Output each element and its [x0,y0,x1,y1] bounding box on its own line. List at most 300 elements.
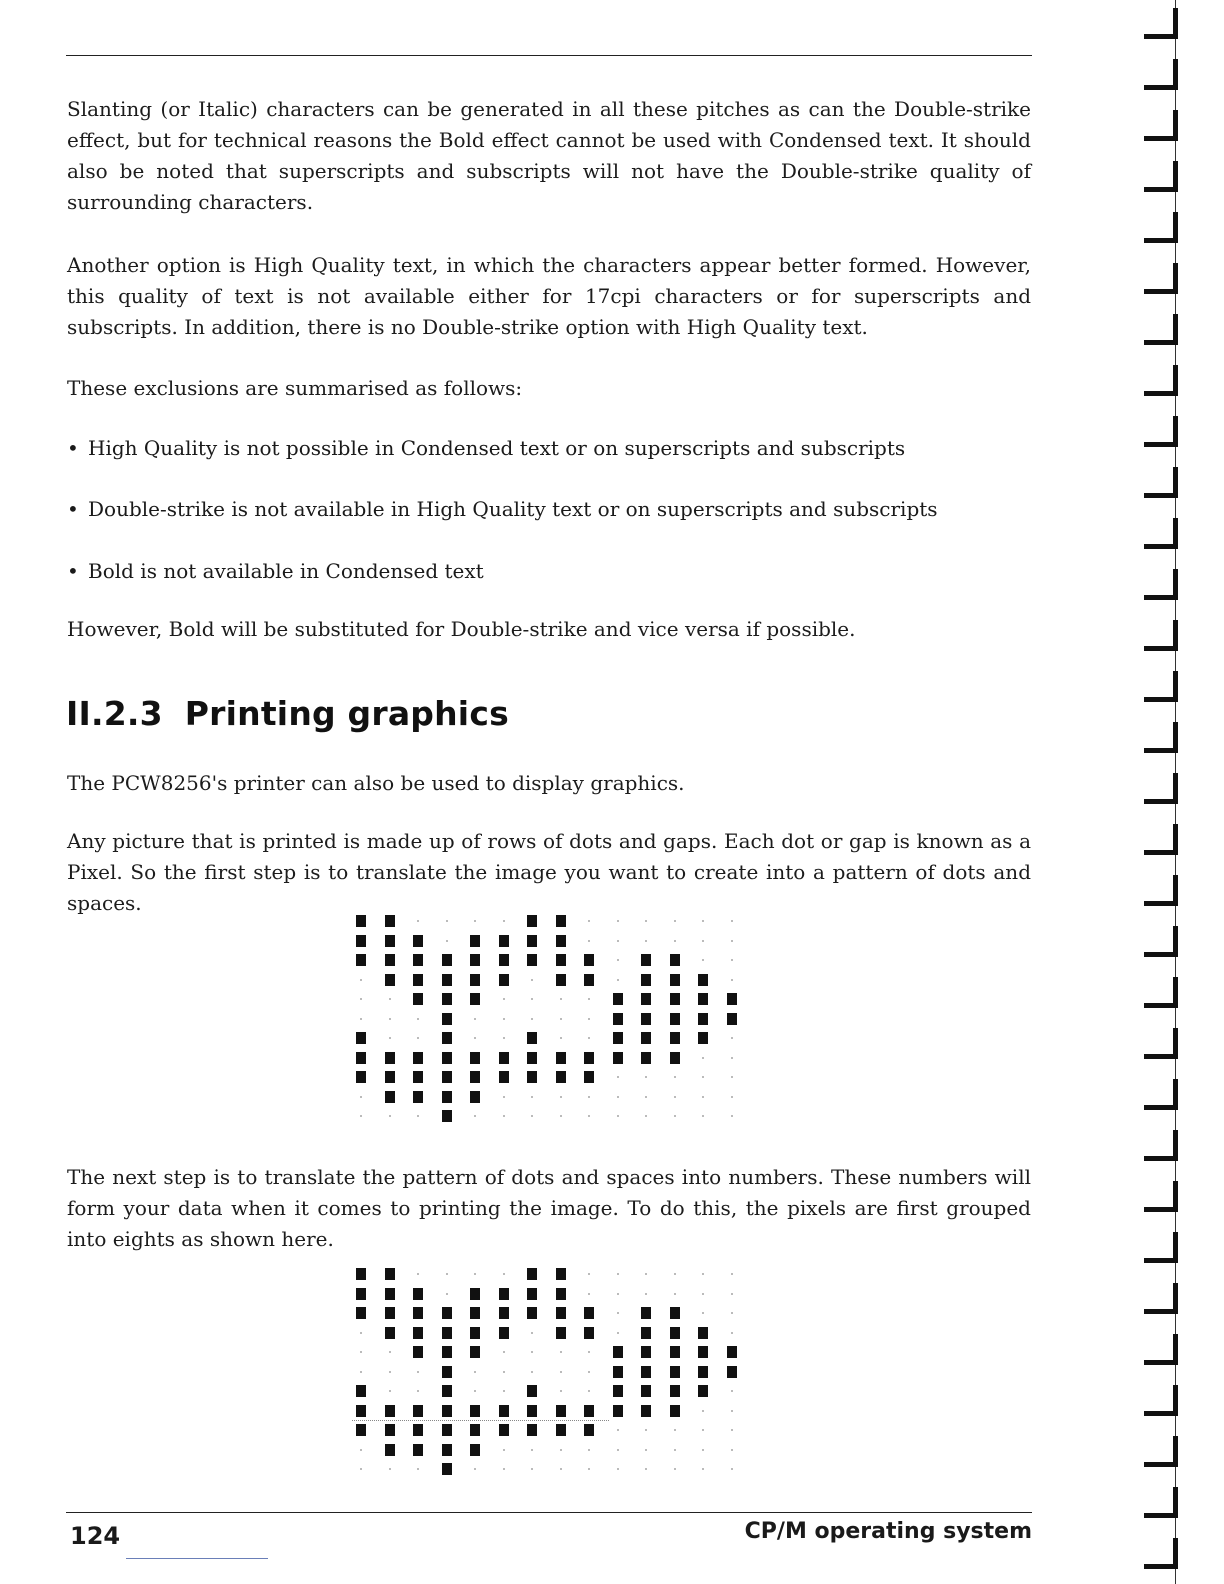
pixel-dot [727,1013,737,1025]
pixel-dot [556,1405,566,1417]
pixel-gap [560,1037,562,1039]
pixel-dot [442,1385,452,1397]
pixel-dot [442,1346,452,1358]
paragraph-grouping: The next step is to translate the pattern of dots and spaces into numbers. These numbers will form your data when it comes to printing the image. To do this, the pixels are first grouped into eights as shown here. [67,1165,1031,1251]
pixel-dot [442,1424,452,1436]
pixel-gap [645,1449,647,1451]
pixel-dot [470,935,480,947]
pixel-gap [617,920,619,922]
binding-stem [1173,314,1178,344]
pixel-dot [413,974,423,986]
pixel-gap [731,979,733,981]
pixel-dot [385,915,395,927]
bullet-icon: • [67,559,79,583]
pixel-dot [613,1052,623,1064]
pixel-dot [470,1346,480,1358]
pixel-gap [360,1468,362,1470]
binding-stem [1173,1538,1178,1568]
pixel-dot [385,974,395,986]
pixel-dot [641,954,651,966]
binding-stem [1173,620,1178,650]
pixel-dot [442,1444,452,1456]
pixel-gap [389,1371,391,1373]
pixel-gap [645,1273,647,1275]
bullet-icon: • [67,497,79,521]
pixel-dot [356,1307,366,1319]
pixel-dot [499,1307,509,1319]
pixel-pattern-figure [356,915,746,1133]
pixel-dot [385,1091,395,1103]
pixel-dot [727,1366,737,1378]
pixel-dot [527,1052,537,1064]
pixel-gap [417,1018,419,1020]
pixel-dot [613,1013,623,1025]
pixel-dot [442,1091,452,1103]
pixel-dot [727,993,737,1005]
pixel-gap [360,979,362,981]
pixel-dot [527,1405,537,1417]
pixel-dot [670,1052,680,1064]
pixel-gap [389,1390,391,1392]
pixel-gap [617,1468,619,1470]
binding-stem [1173,569,1178,599]
pixel-dot [356,1032,366,1044]
pixel-gap [474,1115,476,1117]
binding-stem [1173,110,1178,140]
pixel-dot [442,1032,452,1044]
pixel-gap [474,920,476,922]
pixel-gap [674,1273,676,1275]
pixel-dot [641,1346,651,1358]
pixel-dot [556,954,566,966]
pixel-dot [385,1071,395,1083]
pixel-dot [470,1071,480,1083]
pixel-dot [527,1424,537,1436]
pixel-gap [360,1351,362,1353]
bullet-text: Double-strike is not available in High Quality text or on superscripts and subscripts [88,497,938,521]
pixel-gap [731,1057,733,1059]
pixel-dot [385,1052,395,1064]
pixel-gap [645,940,647,942]
pixel-gap [731,1468,733,1470]
pixel-gap [588,1293,590,1295]
pixel-dot [385,1444,395,1456]
pixel-gap [417,1371,419,1373]
pixel-dot [556,1071,566,1083]
pixel-gap [389,1468,391,1470]
pixel-dot [385,1268,395,1280]
pixel-gap [731,959,733,961]
pixel-dot [527,954,537,966]
paragraph-slanting: Slanting (or Italic) characters can be generated in all these pitches as can the Double-strike effect, but for technical reasons the Bold effect cannot be used with Condensed text. It should also be noted that superscripts and subscripts will not have the Double-strike quality of surrounding characters. [67,97,1031,214]
pixel-gap [674,1115,676,1117]
pixel-gap [474,1273,476,1275]
pixel-gap [731,920,733,922]
pixel-dot [470,1424,480,1436]
pixel-dot [527,1071,537,1083]
pixel-dot [385,1424,395,1436]
pixel-dot [356,1424,366,1436]
pixel-dot [670,1307,680,1319]
pixel-gap [674,920,676,922]
pixel-dot [413,954,423,966]
pixel-dot [413,1327,423,1339]
pixel-gap [588,1273,590,1275]
pixel-gap [588,1390,590,1392]
pixel-gap [702,1449,704,1451]
pixel-dot [356,1268,366,1280]
list-item [67,494,1027,524]
pixel-dot [499,1424,509,1436]
pixel-dot [442,954,452,966]
binding-stem [1173,212,1178,242]
pixel-dot [670,993,680,1005]
pixel-gap [588,1371,590,1373]
pixel-dot [670,1385,680,1397]
pixel-dot [442,1052,452,1064]
pixel-gap [560,998,562,1000]
pixel-gap [389,1115,391,1117]
pixel-dot [442,1405,452,1417]
pixel-dot [499,974,509,986]
pixel-gap [446,1293,448,1295]
pixel-dot [698,1013,708,1025]
paragraph-pixels: Any picture that is printed is made up of rows of dots and gaps. Each dot or gap is known as a Pixel. So the first step is to translate the image you want to create into a pattern of dots and spaces. [67,829,1031,915]
pixel-gap [588,920,590,922]
pixel-dot [584,1071,594,1083]
pixel-dot [698,1385,708,1397]
pixel-dot [470,974,480,986]
binding-stem [1173,518,1178,548]
pixel-dot [556,1052,566,1064]
pixel-gap [360,998,362,1000]
pixel-dot [499,1052,509,1064]
pixel-dot [584,1327,594,1339]
binding-stem [1173,365,1178,395]
pixel-gap [674,1429,676,1431]
header-rule [66,55,1032,56]
pixel-dot [413,1424,423,1436]
pixel-gap [531,1449,533,1451]
binding-stem [1173,1487,1178,1517]
binding-stem [1173,161,1178,191]
pixel-dot [413,1052,423,1064]
binding-stem [1173,722,1178,752]
pixel-gap [702,1273,704,1275]
pixel-gap [360,1018,362,1020]
list-item [67,556,1027,586]
pixel-dot [698,1032,708,1044]
pixel-dot [641,1013,651,1025]
pixel-gap [645,1468,647,1470]
pixel-gap [588,1351,590,1353]
pixel-gap [617,1273,619,1275]
pixel-gap [389,998,391,1000]
pixel-gap [389,1037,391,1039]
pixel-gap [446,1273,448,1275]
pixel-gap [731,1293,733,1295]
pixel-gap [731,1449,733,1451]
pixel-gap [702,1410,704,1412]
pixel-gap [560,1351,562,1353]
pixel-gap [560,1115,562,1117]
pixel-gap [731,1332,733,1334]
pixel-gap [503,998,505,1000]
pixel-gap [645,1429,647,1431]
pixel-gap [731,940,733,942]
pixel-dot [641,974,651,986]
binding-stem [1173,1232,1178,1262]
pixel-dot [613,1385,623,1397]
pixel-dot [670,1032,680,1044]
pixel-gap [360,1115,362,1117]
section-heading [66,694,509,733]
pixel-dot [385,1307,395,1319]
pixel-dot [356,954,366,966]
pixel-gap [731,1390,733,1392]
section-number: II.2.3 [66,694,163,733]
pixel-dot [670,1346,680,1358]
pixel-dot [356,1052,366,1064]
binding-stem [1173,671,1178,701]
pixel-gap [531,1018,533,1020]
pixel-gap [702,1057,704,1059]
pixel-dot [442,993,452,1005]
pixel-dot [556,915,566,927]
pixel-gap [588,1115,590,1117]
pixel-gap [531,998,533,1000]
pixel-dot [641,1307,651,1319]
pixel-dot [413,993,423,1005]
pixel-gap [702,1076,704,1078]
pixel-gap [731,1076,733,1078]
pixel-dot [641,1327,651,1339]
pixel-dot [698,1346,708,1358]
pixel-gap [702,1096,704,1098]
footer-title: CP/M operating system [744,1519,1032,1544]
pixel-gap [417,1390,419,1392]
pixel-dot [556,974,566,986]
pixel-gap [588,1037,590,1039]
pixel-gap [588,1449,590,1451]
binding-stem [1173,467,1178,497]
section-title: Printing graphics [184,694,509,733]
pixel-dot [385,935,395,947]
pixel-dot [613,1032,623,1044]
pixel-gap [617,1429,619,1431]
pixel-gap [446,940,448,942]
binding-stem [1173,1028,1178,1058]
pixel-gap [674,1293,676,1295]
pixel-gap [731,1429,733,1431]
pixel-dot [584,1052,594,1064]
pixel-dot [442,1327,452,1339]
pixel-dot [527,1385,537,1397]
page-number: 124 [70,1522,121,1550]
pixel-dot [556,1424,566,1436]
paragraph-substitution: However, Bold will be substituted for Double-strike and vice versa if possible. [67,617,856,641]
binding-stem [1173,1130,1178,1160]
pixel-gap [702,1468,704,1470]
binding-stem [1173,875,1178,905]
binding-stem [1173,1079,1178,1109]
binding-edge [1118,0,1224,1584]
pixel-gap [617,1332,619,1334]
pixel-dot [413,1071,423,1083]
pixel-dot [670,1013,680,1025]
binding-stem [1173,8,1178,38]
pixel-gap [503,920,505,922]
pixel-dot [356,1071,366,1083]
pixel-gap [702,1429,704,1431]
pixel-gap [588,940,590,942]
pixel-gap [360,1096,362,1098]
pixel-dot [356,1288,366,1300]
pixel-dot [470,1327,480,1339]
pixel-gap [560,1096,562,1098]
pixel-dot [556,1327,566,1339]
pixel-dot [613,1405,623,1417]
pixel-gap [417,1468,419,1470]
pixel-dot [527,1307,537,1319]
pixel-gap [702,940,704,942]
pixel-gap [731,1273,733,1275]
paragraph-high-quality: Another option is High Quality text, in which the characters appear better formed. However, this quality of text is not available either for 17cpi characters or for superscripts and subscripts. In addition, there is no Double-strike option with High Quality text. [67,253,1031,339]
group-divider [352,1420,609,1421]
pixel-dot [613,1346,623,1358]
pixel-gap [531,1468,533,1470]
pixel-dot [641,993,651,1005]
binding-stem [1173,263,1178,293]
pixel-gap [588,1018,590,1020]
pixel-dot [470,1091,480,1103]
pixel-gap [645,1076,647,1078]
pixel-gap [417,920,419,922]
pixel-dot [556,1288,566,1300]
pixel-gap [531,1332,533,1334]
pixel-gap [360,1449,362,1451]
pixel-dot [442,1110,452,1122]
pixel-gap [417,1115,419,1117]
pixel-dot [613,1366,623,1378]
paragraph-graphics-intro: The PCW8256's printer can also be used to display graphics. [67,771,685,795]
pixel-gap [617,959,619,961]
pixel-dot [356,935,366,947]
pixel-gap [702,1293,704,1295]
pixel-gap [674,1449,676,1451]
pixel-dot [442,1307,452,1319]
pixel-gap [531,979,533,981]
pixel-gap [617,1312,619,1314]
pixel-gap [645,1115,647,1117]
pixel-dot [413,935,423,947]
pixel-groups-figure [356,1268,746,1486]
pixel-gap [674,1468,676,1470]
pixel-dot [385,1288,395,1300]
pixel-dot [442,1463,452,1475]
pixel-gap [360,1332,362,1334]
pixel-dot [527,1288,537,1300]
pixel-dot [470,954,480,966]
pixel-dot [413,1288,423,1300]
pixel-dot [499,1405,509,1417]
pixel-gap [389,1018,391,1020]
pixel-dot [499,935,509,947]
pixel-gap [731,1096,733,1098]
pixel-dot [584,974,594,986]
binding-stem [1173,1334,1178,1364]
pixel-gap [645,920,647,922]
pixel-dot [499,1327,509,1339]
pixel-dot [527,1268,537,1280]
pixel-gap [731,1115,733,1117]
pixel-dot [641,1052,651,1064]
pixel-dot [727,1346,737,1358]
pixel-gap [588,998,590,1000]
binding-stem [1173,59,1178,89]
pixel-dot [413,1405,423,1417]
pixel-dot [413,1307,423,1319]
binding-stem [1173,1385,1178,1415]
pixel-dot [556,1268,566,1280]
pixel-gap [560,1390,562,1392]
pixel-gap [645,1293,647,1295]
pixel-dot [698,1327,708,1339]
pixel-dot [584,954,594,966]
binding-stem [1173,1283,1178,1313]
pixel-dot [385,1405,395,1417]
pixel-dot [356,1405,366,1417]
pixel-gap [560,1018,562,1020]
pixel-gap [474,1371,476,1373]
pixel-gap [503,1018,505,1020]
pixel-dot [670,954,680,966]
pixel-gap [531,1371,533,1373]
binding-stem [1173,773,1178,803]
pixel-gap [702,1312,704,1314]
pixel-gap [731,1037,733,1039]
pixel-gap [446,920,448,922]
pixel-dot [470,1307,480,1319]
pixel-dot [641,1032,651,1044]
pixel-dot [442,1013,452,1025]
pixel-gap [617,979,619,981]
pixel-dot [356,915,366,927]
pixel-dot [698,993,708,1005]
pixel-dot [527,1032,537,1044]
pixel-dot [470,1405,480,1417]
pixel-dot [442,1071,452,1083]
pixel-dot [670,1327,680,1339]
bullet-text: Bold is not available in Condensed text [88,559,484,583]
pixel-gap [531,1115,533,1117]
pixel-dot [499,954,509,966]
pixel-dot [499,1288,509,1300]
pixel-gap [503,1115,505,1117]
pixel-gap [674,1076,676,1078]
pixel-gap [503,1468,505,1470]
pixel-gap [474,1018,476,1020]
list-item [67,433,1027,463]
pixel-dot [670,974,680,986]
binding-stem [1173,1181,1178,1211]
pixel-dot [470,1444,480,1456]
pixel-gap [617,1076,619,1078]
pixel-dot [470,993,480,1005]
pixel-dot [413,1346,423,1358]
pixel-dot [442,1366,452,1378]
pixel-gap [588,1096,590,1098]
